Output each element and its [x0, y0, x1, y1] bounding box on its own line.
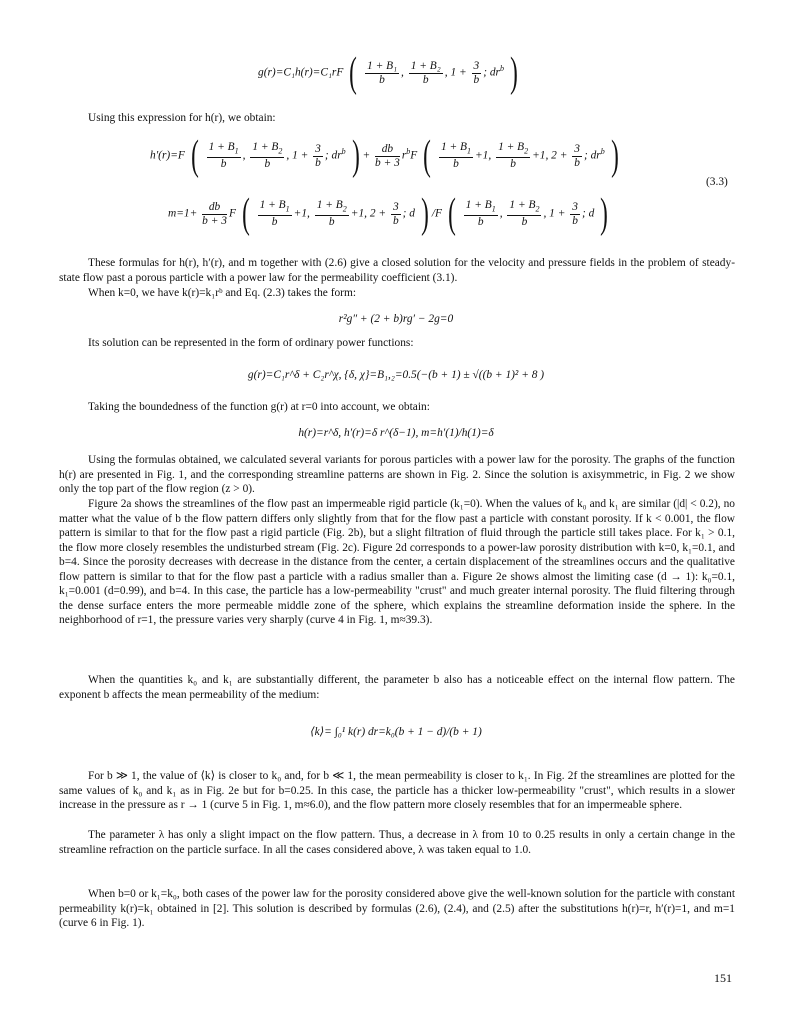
paragraph-5: Using the formulas obtained, we calculated several variants for porous particles with a power law for the porosity. The graphs of the function h(r) are presented in Fig. 1, and the corresponding streamline patterns are shown in Fig. 2. Since the solution is axisymmetric, in Fig. 2 we show only the top part of the flow region (z > 0). — [59, 454, 735, 495]
paragraph-3: Its solution can be represented in the form of ordinary power functions: — [88, 337, 414, 349]
equation-h-prime: h′(r)=F ( $\frac{1 + B_1}{b}$ , $\frac{1 + B_2}{b}$ , 1 + $\frac{3}{b}$ ; $dr^b$ ) + $\frac{db}{b + 3}$ $r^bF$ ( $\frac{1 + B_1}{b}$ +1, $\frac{1 + B_2}{b}$ +1, 2 + $\frac{3}{b}$ ; $dr^b$ ) — [150, 133, 619, 179]
equation-ode: r²g″ + (2 + b)rg′ − 2g=0 — [338, 313, 454, 325]
equation-bounded: h(r)=r^δ, h′(r)=δ r^(δ−1), m=h′(1)/h(1)=δ — [298, 427, 494, 439]
paragraph-6: Figure 2a shows the streamlines of the flow past an impermeable rigid particle (k₁=0). When the values of k₀ and k₁ are similar (|d| < 0.2), no matter what the value of b the flow pattern differs only slightly from that for the flow past a particle with constant porosity. If k < 0.001, the flow pattern is similar to that for the flow past a rigid particle (Fig. 2b), but a slight filtration of fluid through the particle still takes place. For k₁ > 0.1, the flow more closely resembles the undisturbed stream (Fig. 2c). Figure 2d corresponds to a power-law porosity distribution with k=0, k₁=0.1, and b=4. Since the porosity decreases with decrease in the distance from the center, a certain displacement of the streamlines occurs and the qualitative flow pattern is similar to that for the flow past a particle with a radius smaller than a. Figure 2e shows almost the limiting case (d → 1): k₀=0.1, k₁=0.001 (d=0.99), and b=4. In this case, the particle has a low-permeability "crust" and much greater internal porosity. The fluid filtering through the dense surface enters the more permeable middle zone of the sphere, which explains the streamline deformation inside the sphere. In the neighborhood of r=1, the pressure varies very sharply (curve 4 in Fig. 1, m≈39.3). — [59, 498, 735, 626]
paragraph-4: Taking the boundedness of the function g(r) at r=0 into account, we obtain: — [88, 401, 430, 413]
paragraph-7: When the quantities k₀ and k₁ are substantially different, the parameter b also has a noticeable effect on the internal flow pattern. The exponent b affects the mean permeability of the medium: — [59, 674, 735, 701]
equation-m: m=1+ $\frac{db}{b + 3}$ F ( $\frac{1 + B_1}{b}$ +1, $\frac{1 + B_2}{b}$ +1, 2 + $\frac{3}{b}$ ; d ) /F ( $\frac{1 + B_1}{b}$ , $\frac{1 + B_2}{b}$ , 1 + $\frac{3}{b}$ ; d ) — [168, 191, 608, 237]
equation-solution: g(r)=C₁r^δ + C₂r^χ, {δ, χ}=B₁,₂=0.5(−(b + 1) ± √((b + 1)² + 8 ) — [247, 369, 545, 381]
equation-g-lhs: g(r)=C₁h(r)=C₁rF — [258, 66, 344, 79]
paragraph-1: These formulas for h(r), h′(r), and m together with (2.6) give a closed solution for the velocity and pressure fields in the problem of steady-state flow past a porous particle with a power law for the permeability coefficient (3.1). — [59, 257, 735, 284]
page-number: 151 — [714, 971, 732, 985]
equation-g: g(r)=C₁h(r)=C₁rF ( $\frac{\text{1 + B₁}}{b}$ , $\frac{\text{1 + B₂}}{b}$ , 1 + $\frac{3}{b}$ ; $dr^b$ ) — [258, 50, 518, 96]
paragraph-2: When k=0, we have k(r)=k₁rᵇ and Eq. (2.3) takes the form: — [88, 287, 357, 299]
paragraph-10: When b=0 or k₁=k₀, both cases of the power law for the porosity considered above give the well-known solution for the particle with constant permeability k(r)=k₁ obtained in [2]. This solution is described by formulas (2.6), (2.4), and (2.5) after the substitutions h(r)=r, h′(r)=1, and m=1 (curve 6 in Fig. 1). — [59, 888, 735, 929]
paragraph-8: For b ≫ 1, the value of ⟨k⟩ is closer to k₀ and, for b ≪ 1, the mean permeability is closer to k₁. In Fig. 2f the streamlines are plotted for the same values of k₀ and k₁ as in Fig. 2e but for b=0.25. In this case, the particle has a thicker low-permeability "crust", which results in a slower increase in the pressure as r → 1 (curve 5 in Fig. 1, m≈6.0), and the flow pattern more closely resembles that for an impermeable sphere. — [59, 770, 735, 811]
equation-mean-permeability: ⟨k⟩= ∫₀¹ k(r) dr=k₀(b + 1 − d)/(b + 1) — [310, 726, 482, 738]
paragraph-9: The parameter λ has only a slight impact on the flow pattern. Thus, a decrease in λ from 10 to 0.25 results in only a certain change in the streamline refraction on the particle surface. In all the cases considered above, λ was taken equal to 1.0. — [59, 829, 735, 856]
equation-number: (3.3) — [706, 176, 728, 188]
intro-h-text: Using this expression for h(r), we obtain: — [88, 112, 276, 124]
